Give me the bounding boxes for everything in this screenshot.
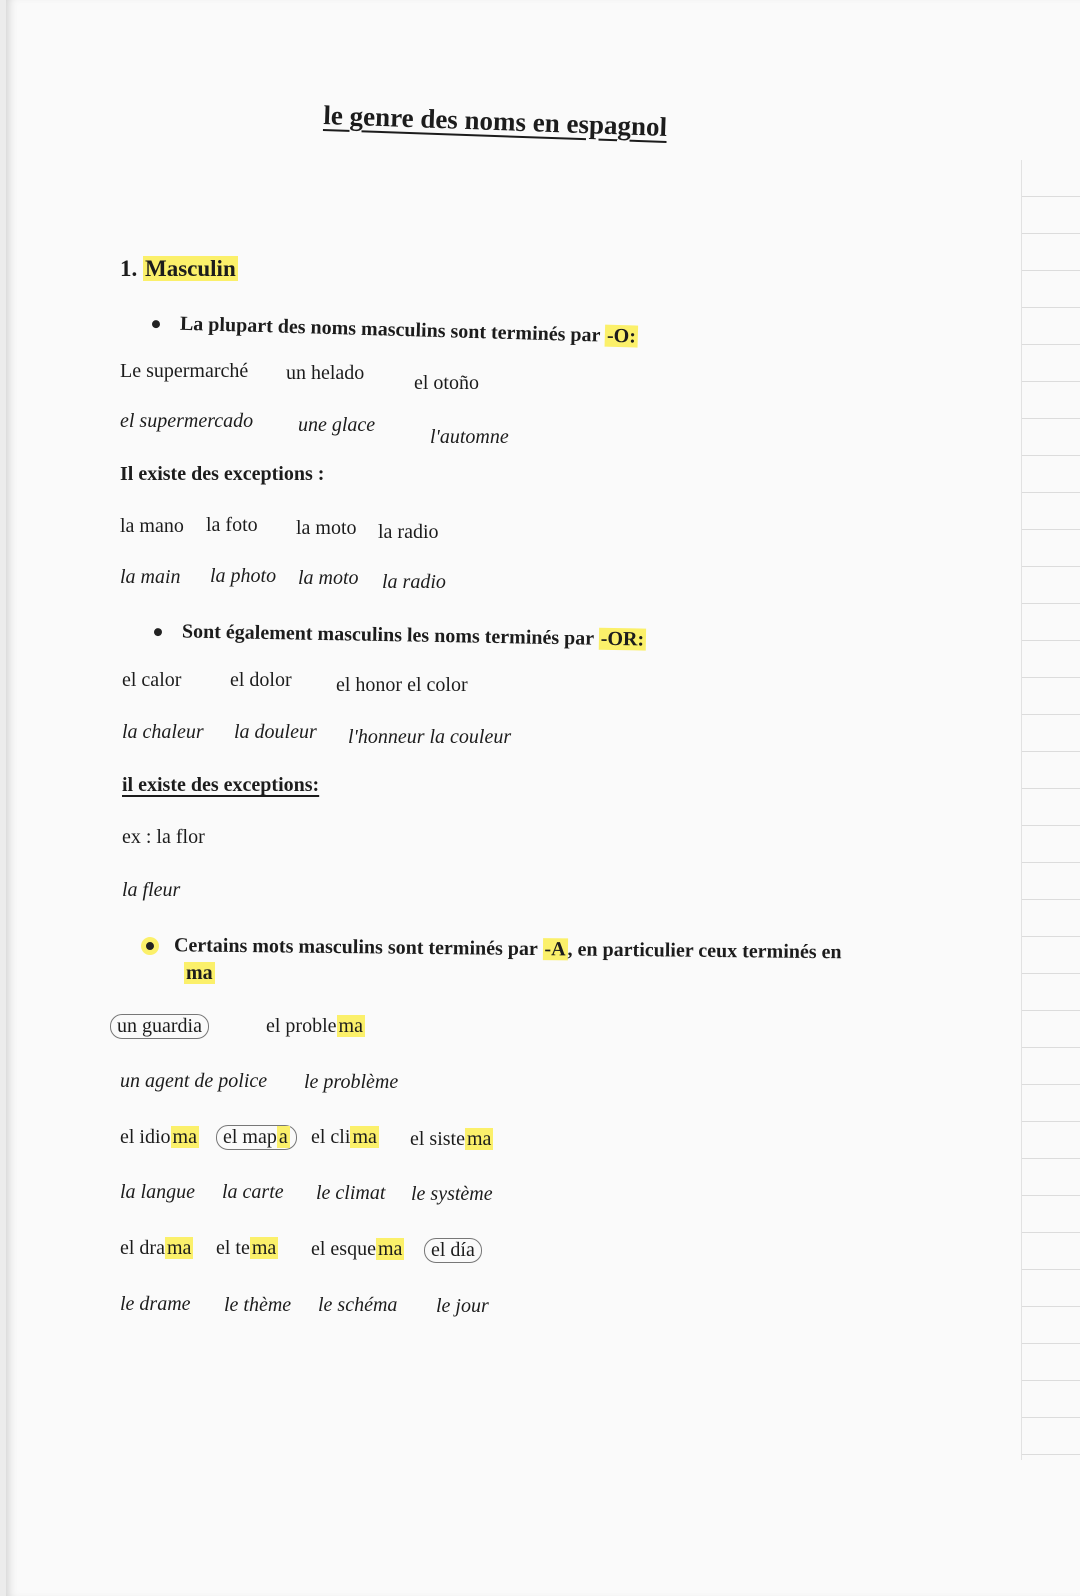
word: le thème [224, 1294, 292, 1316]
word: le drame [120, 1293, 191, 1315]
word-ending: ma [338, 1015, 363, 1037]
word-ending: ma [352, 1126, 377, 1148]
word-ending: a [278, 1126, 288, 1148]
word-stem: el siste [410, 1128, 465, 1150]
rule-a-rest: , en particulier ceux terminés en [567, 938, 842, 964]
word-stem: el proble [266, 1015, 337, 1037]
word: le climat [316, 1182, 386, 1204]
word-circled: un guardia [110, 1014, 209, 1039]
rule-or-ending: -OR: [600, 627, 645, 651]
word-stem: el cli [311, 1126, 351, 1148]
word-ending: ma [251, 1237, 277, 1259]
word-ending: ma [377, 1238, 403, 1260]
bullet-icon [152, 320, 160, 328]
word: la photo [210, 565, 277, 587]
word-stem: el te [216, 1237, 250, 1259]
word: un helado [286, 362, 365, 384]
word-stem: el esque [311, 1238, 376, 1260]
notebook-margin-lines [1021, 160, 1080, 1460]
word-ending: ma [166, 1237, 192, 1259]
word: le schéma [318, 1294, 398, 1316]
word: la main [120, 566, 181, 588]
word: el dolor [230, 669, 292, 691]
bullet-icon [146, 942, 154, 950]
word [311, 1126, 379, 1149]
notebook-page [6, 0, 1080, 1596]
word: Le supermarché [120, 360, 249, 382]
word: la radio [382, 571, 446, 593]
word: la mano [120, 515, 184, 537]
word-circled [216, 1125, 297, 1150]
word [120, 1126, 199, 1149]
rule-a [146, 934, 842, 964]
section-number: 1. [120, 256, 138, 281]
word: la foto [206, 514, 258, 536]
section-heading [120, 256, 238, 282]
word: la moto [298, 567, 359, 589]
word: la carte [222, 1181, 284, 1203]
word [120, 1237, 193, 1260]
word: une glace [298, 414, 376, 436]
word: l'automne [430, 426, 509, 448]
word: el honor el color [336, 674, 468, 696]
bullet-icon [154, 628, 162, 636]
rule-or-text: Sont également masculins les noms terminés par [181, 620, 594, 650]
exceptions-label: Il existe des exceptions : [120, 463, 325, 485]
rule-a-ending: -A [544, 938, 566, 961]
word: la chaleur [122, 721, 204, 743]
word-circled [424, 1238, 482, 1263]
exception-translation: la fleur [122, 879, 181, 901]
word-ending: ma [467, 1128, 492, 1150]
word: la langue [120, 1181, 195, 1203]
word-stem: el map [223, 1126, 277, 1148]
rule-a-text: Certains mots masculins sont terminés par [173, 934, 538, 961]
word-ending: ma [172, 1126, 197, 1148]
word: la moto [296, 517, 357, 539]
section-label: Masculin [145, 256, 236, 281]
word: el supermercado [120, 410, 254, 432]
word-stem: el día [431, 1239, 475, 1261]
rule-a-suffix-line [184, 962, 215, 985]
rule-a-suffix: ma [186, 962, 213, 984]
rule-o [152, 312, 639, 349]
word-stem: el idio [120, 1126, 171, 1148]
word-stem: el dra [120, 1237, 165, 1259]
word [410, 1128, 493, 1151]
word [216, 1237, 278, 1260]
rule-o-ending: -O: [606, 324, 637, 348]
page-title: le genre des noms en espagnol [322, 100, 668, 142]
rule-or [154, 620, 646, 652]
word [266, 1015, 365, 1038]
word: l'honneur la couleur [348, 726, 512, 748]
exception-example: ex : la flor [122, 826, 205, 848]
word: le jour [436, 1295, 489, 1317]
rule-o-text: La plupart des noms masculins sont terminés par [179, 312, 601, 347]
word: le problème [304, 1071, 399, 1093]
word: un agent de police [120, 1070, 268, 1092]
word: el otoño [414, 372, 479, 394]
word: el calor [122, 669, 182, 691]
word: la douleur [234, 721, 317, 743]
word: le système [411, 1183, 493, 1205]
exceptions-label: il existe des exceptions: [122, 774, 320, 796]
word: la radio [378, 521, 439, 543]
word [311, 1238, 404, 1261]
